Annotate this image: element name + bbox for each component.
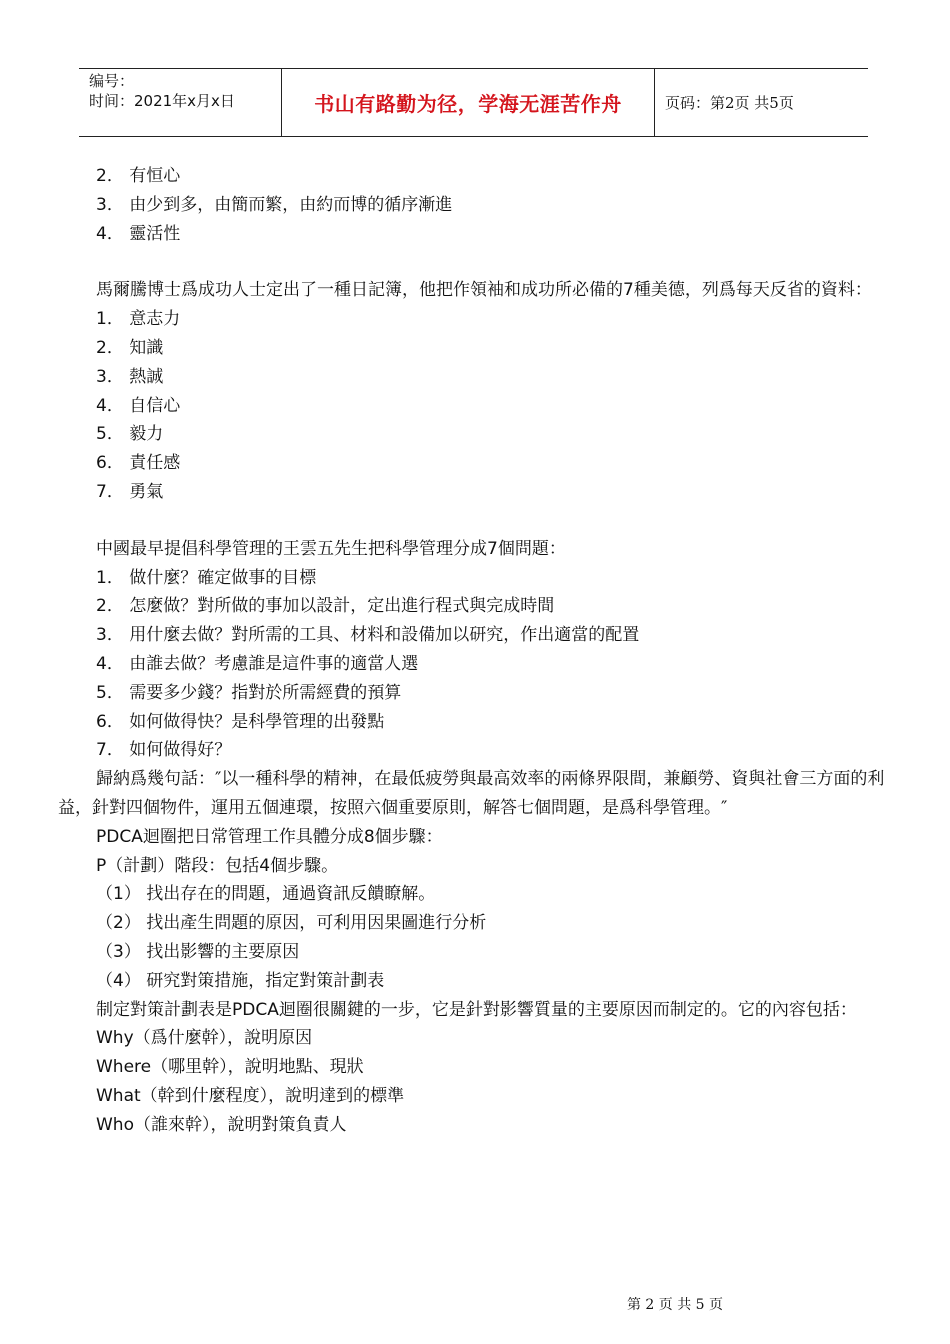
list-item: （4） 研究對策措施，指定對策計劃表 <box>96 970 385 991</box>
p-phase: P（計劃）階段：包括4個步驟。 <box>96 855 339 876</box>
list-item: Where（哪里幹），說明地點、現狀 <box>96 1057 364 1078</box>
document-body <box>58 162 898 1140</box>
number-label: 编号： <box>89 72 135 90</box>
list-item: 3． 用什麼去做？對所需的工具、材料和設備加以研究，作出適當的配置 <box>96 625 640 646</box>
page-footer <box>0 1294 950 1314</box>
spacer <box>58 507 898 535</box>
list-item: 1． 意志力 <box>96 309 181 330</box>
list-item: （2） 找出產生問題的原因，可利用因果圖進行分析 <box>96 913 487 934</box>
list-item: 6． 如何做得快？是科學管理的出發點 <box>96 711 385 732</box>
list-item: Who（誰來幹），說明對策負責人 <box>96 1114 347 1135</box>
spacer <box>58 248 898 276</box>
list-item: 3． 熱誠 <box>96 366 164 387</box>
time-label: 时间：2021年x月x日 <box>89 92 235 110</box>
list-item: What（幹到什麼程度），說明達到的標準 <box>96 1085 405 1106</box>
list-item: 7． 如何做得好？ <box>96 740 232 761</box>
list-item: 4． 自信心 <box>96 395 181 416</box>
list-item: 1． 做什麼？確定做事的目標 <box>96 567 317 588</box>
list-item: （1） 找出存在的問題，通過資訊反饋瞭解。 <box>96 884 436 905</box>
list-item: 7． 勇氣 <box>96 481 164 502</box>
header-page-label: 页码：第2页 共5页 <box>665 94 794 112</box>
list-item: 4． 由誰去做？考慮誰是這件事的適當人選 <box>96 653 419 674</box>
list-item: Why（爲什麼幹），說明原因 <box>96 1028 313 1049</box>
list-item: 6． 責任感 <box>96 453 181 474</box>
page-header <box>79 68 868 137</box>
list-item: 2． 知識 <box>96 337 164 358</box>
list-item: （3） 找出影響的主要原因 <box>96 941 300 962</box>
list-item: 3． 由少到多，由簡而繁，由約而博的循序漸進 <box>96 194 453 215</box>
list-item: 2． 怎麼做？對所做的事加以設計，定出進行程式與完成時間 <box>96 596 555 617</box>
list-item: 5． 毅力 <box>96 424 164 445</box>
paragraph-summary: 歸納爲幾句話：″以一種科學的精神，在最低疲勞與最高效率的兩條界限間，兼顧勞、資與社會三方面的利益，針對四個物件，運用五個連環，按照六個重要原則，解答七個問題，是爲科學管理。″ <box>58 769 885 818</box>
paragraph-wang: 中國最早提倡科學管理的王雲五先生把科學管理分成7個問題： <box>96 538 566 559</box>
paragraph-plan-table: 制定對策計劃表是PDCA迴圈很關鍵的一步，它是針對影響質量的主要原因而制定的。它的內容包括： <box>96 999 857 1020</box>
footer-page-number: 第 2 页 共 5 页 <box>626 1297 724 1313</box>
list-item: 4． 靈活性 <box>96 223 181 244</box>
header-meta <box>79 69 282 136</box>
pdca-intro: PDCA迴圈把日常管理工作具體分成8個步驟： <box>96 826 443 847</box>
list-item: 5． 需要多少錢？指對於所需經費的預算 <box>96 682 402 703</box>
list-item: 2． 有恒心 <box>96 166 181 186</box>
header-motto: 书山有路勤为径，学海无涯苦作舟 <box>282 69 655 136</box>
paragraph-marden: 馬爾騰博士爲成功人士定出了一種日記簿，他把作領袖和成功所必備的7種美德，列爲每天反省的資料： <box>96 280 872 301</box>
